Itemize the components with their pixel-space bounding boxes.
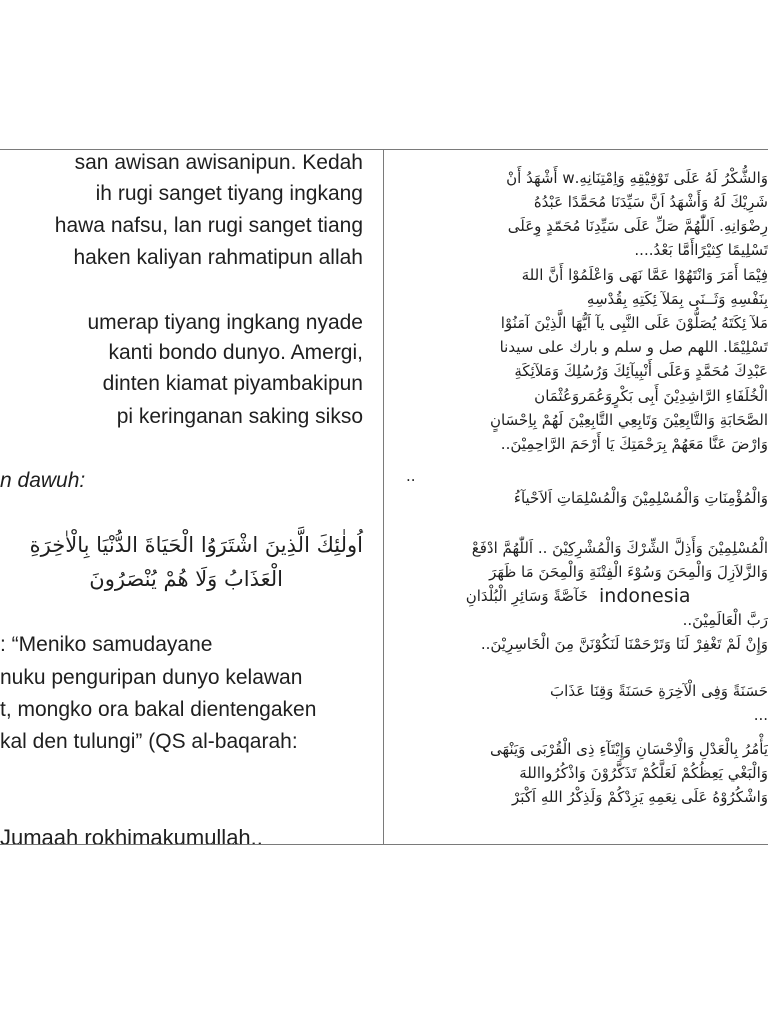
right-line: وَالزَّلاَزِلَ وَالْمِحَنَ وَسُوْءَ الْفِتْنَةِ وَالْمِحَنَ مَا ظَهَرَ <box>489 563 768 581</box>
left-line: haken kaliyan rahmatipun allah <box>73 246 363 269</box>
right-line: وَإِنْ لَمْ تَغْفِرْ لَنَا وَتَرْحَمْنَا لَنَكُوْنَنَّ مِنَ الْخَاسِرِيْنَ.. <box>480 635 768 653</box>
right-line: فِيْمَا أَمَرَ وَانْتَهُوْا عَمَّا نَهَى وَاعْلَمُوْا أَنَّ اللهَ <box>521 266 768 284</box>
right-line: مَلآ ئِكَتَهُ يُصَلُّوْنَ عَلَى النَّبِى يآ اَيُّهَا الَّذِيْنَ آمَنُوْا <box>500 314 768 332</box>
table-bottom-border <box>0 844 768 845</box>
left-line-translation: t, mongko ora bakal dientengaken <box>0 698 317 721</box>
right-line: تَسْلِيْمًا. اللهم صل و سلم و بارك على سيدنا <box>499 338 768 356</box>
right-line: رَبَّ الْعَالَمِيْنَ.. <box>682 611 768 629</box>
quran-verse-arabic: اُولٰئِكَ الَّذِينَ اشْتَرَوُا الْحَيَاةَ الدُّنْيَا بِالْاٰخِرَةِ <box>29 533 363 557</box>
left-line-translation: : “Meniko samudayane <box>0 633 213 656</box>
left-line: umerap tiyang ingkang nyade <box>87 311 363 334</box>
right-line: وَارْضَ عَنَّا مَعَهُمْ بِرَحْمَتِكَ يَا أَرْحَمَ الرَّاحِمِيْنَ.. <box>500 435 768 453</box>
right-line: بِنَفْسِهِ وَثَــنَى بِمَلآ ئِكَتِهِ بِقُدْسِهِ <box>586 290 768 308</box>
right-line: الْخُلَفَاءِ الرَّاشِدِيْنَ أَبِى بَكْرٍوَعُمَروَعُثْمَان <box>534 387 768 405</box>
right-line: خَآصَّةً وَسَائِرِ الْبُلْدَانِ <box>465 587 588 605</box>
right-line: حَسَنَةً وَفِى الْآخِرَةِ حَسَنَةً وَقِنَا عَذَابَ <box>550 682 768 700</box>
quran-verse-arabic: الْعَذَابُ وَلَا هُمْ يُنْصَرُونَ <box>89 567 283 591</box>
left-line-closing: Jumaah rokhimakumullah.. <box>0 825 263 844</box>
right-line: وَاشْكُرُوْهُ عَلَى نِعَمِهِ يَزِدْكُمْ وَلَذِكْرُ اللهِ اَكْبَرْ <box>511 788 768 806</box>
right-line: تَسْلِيمًا كِثيْرًاأَمَّا بَعْدُ.... <box>634 241 768 259</box>
right-line: عَبْدِكَ مُحَمَّدٍ وَعَلَى أَنْبِيآئِكَ وَرُسُلِكَ وَمَلآئِكَةِ <box>514 362 768 380</box>
right-line-dots: ... <box>753 706 768 724</box>
right-line: وَالْبَغْي يَعِظُكُمْ لَعَلَّكُمْ تَذَكَّرُوْنَ وَاذْكُرُوااللهَ <box>519 764 768 782</box>
left-line-translation: nuku penguripan dunyo kelawan <box>0 666 303 689</box>
right-line: وَالْمُؤْمِنَاتِ وَالْمُسْلِمِيْنَ وَالْمُسْلِمَاتِ اَلاَحْيآءُ <box>513 489 768 507</box>
left-column <box>0 149 383 844</box>
right-line: يَأْمُرُ بِالْعَدْلِ وَالْاِحْسَانِ وَإِيْتَآءِ ذِى الْقُرْبَى وَيَنْهَى <box>490 740 768 758</box>
right-line-dots: .. <box>406 467 416 485</box>
right-line: الصَّحَابَةِ وَالتَّابِعِيْنَ وَتَابِعِي التَّابِعِيْنَ لَهُمْ بِاِحْسَانٍ <box>489 411 768 429</box>
country-name: indonesia <box>599 585 691 607</box>
right-line: شَرِيْكَ لَهُ وَأَشْهَدُ اَنَّ سَيِّدَنَا مُحَمَّدًا عَبْدُهُ <box>533 193 768 211</box>
left-line-dawuh: n dawuh: <box>0 469 86 492</box>
left-line: kanti bondo dunyo. Amergi, <box>108 341 363 364</box>
right-line: رِضْوَانِهِ. اَللّٰهُمَّ صَلِّ عَلَى سَيِّدِنَا مُحَمّدٍ وِعَلَى <box>507 217 768 235</box>
left-line: pi keringanan saking sikso <box>116 405 363 428</box>
left-line-translation: kal den tulungi” (QS al-baqarah: <box>0 730 298 753</box>
right-column <box>384 149 768 844</box>
left-line: hawa nafsu, lan rugi sanget tiang <box>54 214 363 237</box>
left-line: san awisan awisanipun. Kedah <box>74 151 363 174</box>
right-line: الْمُسْلِمِيْنَ وَأَذِلَّ الشِّرْكَ وَالْمُشْرِكِيْنَ .. اَللّٰهُمَّ ادْفَعْ <box>471 539 768 557</box>
left-line: ih rugi sanget tiyang ingkang <box>95 182 363 205</box>
left-line: dinten kiamat piyambakipun <box>102 372 363 395</box>
right-line: وَالشُّكْرُ لَهُ عَلَى تَوْفِيْقِهِ وَاِمْتِنَانِهِ.w أَشْهَدُ أَنْ <box>506 169 768 187</box>
